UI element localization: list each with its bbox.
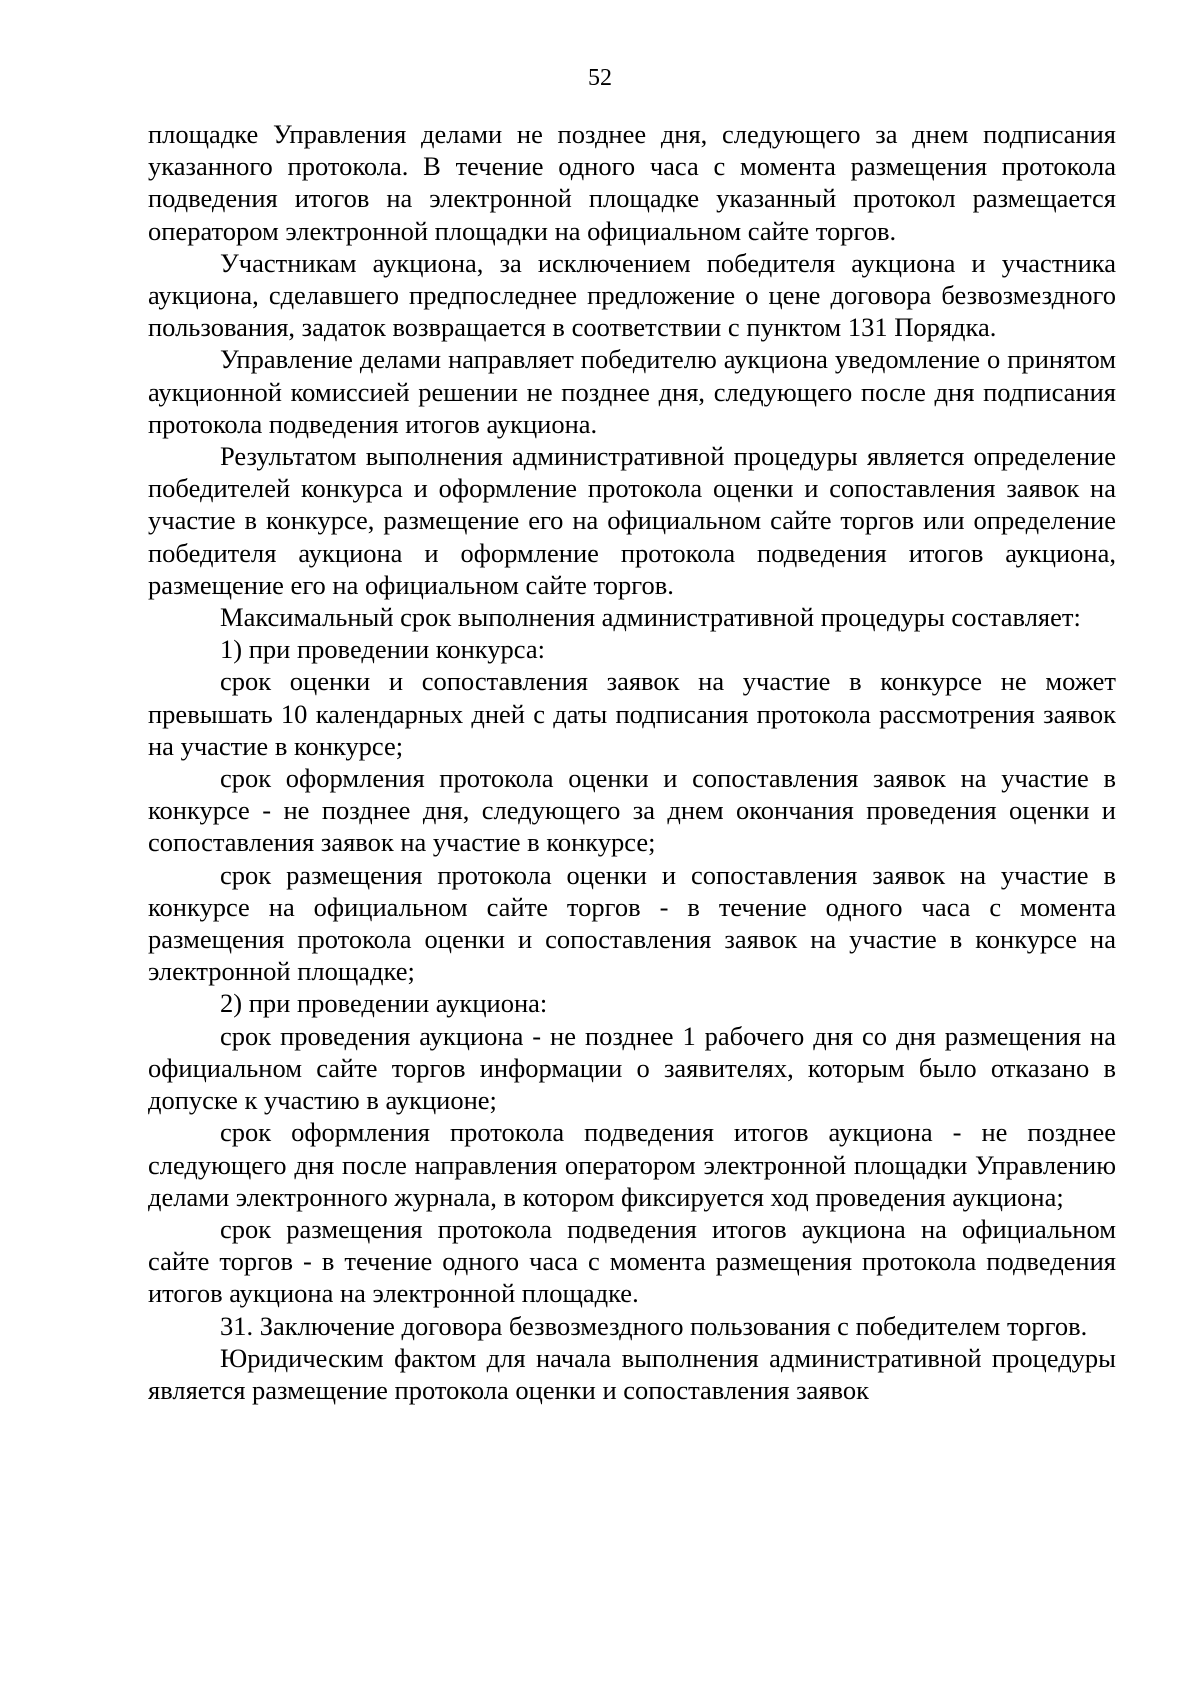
paragraph-contest-evaluation-term: срок оценки и сопоставления заявок на участие в конкурсе не может превышать 10 календарных дней с даты подписания протокола рассмотрения заявок на участие в конкурсе; xyxy=(148,666,1116,761)
paragraph-procedure-result: Результатом выполнения административной процедуры является определение победителей конкурса и оформление протокола оценки и сопоставления заявок на участие в конкурсе, размещение его на официальном сайте торгов или определение победителя аукциона и оформление протокола подведения итогов аукциона, размещение его на официальном сайте торгов. xyxy=(148,441,1116,600)
paragraph-winner-notification: Управление делами направляет победителю аукциона уведомление о принятом аукционной комиссией решении не позднее дня, следующего после дня подписания протокола подведения итогов аукциона. xyxy=(148,344,1116,439)
section-heading-31: 31. Заключение договора безвозмездного пользования с победителем торгов. xyxy=(220,1310,1088,1341)
paragraph-contest-publication-term: срок размещения протокола оценки и сопоставления заявок на участие в конкурсе на официальном сайте торгов - в течение одного часа с момента размещения протокола оценки и сопоставления заявок на участие в конкурсе на электронной площадке; xyxy=(148,859,1116,987)
paragraph-auction-term: срок проведения аукциона - не позднее 1 рабочего дня со дня размещения на официальном сайте торгов информации о заявителях, которым было отказано в допуске к участию в аукционе; xyxy=(148,1020,1116,1116)
page-number: 52 xyxy=(588,65,612,91)
paragraph-auction-publication-term: срок размещения протокола подведения итогов аукциона на официальном сайте торгов - в течение одного часа с момента размещения протокола подведения итогов аукциона на электронной площадке. xyxy=(148,1213,1116,1309)
paragraph-max-term: Максимальный срок выполнения административной процедуры составляет: xyxy=(220,602,1081,633)
paragraph-continuation: площадке Управления делами не позднее дня, следующего за днем подписания указанного протокола. В течение одного часа с момента размещения протокола подведения итогов на электронной площадке указанный протокол размещается оператором электронной площадки на официальном сайте торгов. xyxy=(148,119,1116,246)
paragraph-legal-fact: Юридическим фактом для начала выполнения административной процедуры является размещение протокола оценки и сопоставления заявок xyxy=(148,1342,1116,1405)
list-item-auction: 2) при проведении аукциона: xyxy=(220,988,548,1019)
paragraph-contest-protocol-term: срок оформления протокола оценки и сопоставления заявок на участие в конкурсе - не позднее дня, следующего за днем окончания проведения оценки и сопоставления заявок на участие в конкурсе; xyxy=(148,763,1116,858)
paragraph-deposit-return: Участникам аукциона, за исключением победителя аукциона и участника аукциона, сделавшего предпоследнее предложение о цене договора безвозмездного пользования, задаток возвращается в соответствии с пунктом 131 Порядка. xyxy=(148,247,1116,343)
list-item-contest: 1) при проведении конкурса: xyxy=(220,634,545,665)
document-body xyxy=(148,118,1116,1406)
paragraph-auction-protocol-term: срок оформления протокола подведения итогов аукциона - не позднее следующего дня после направления оператором электронной площадки Управлению делами электронного журнала, в котором фиксируется ход проведения аукциона; xyxy=(148,1117,1116,1212)
